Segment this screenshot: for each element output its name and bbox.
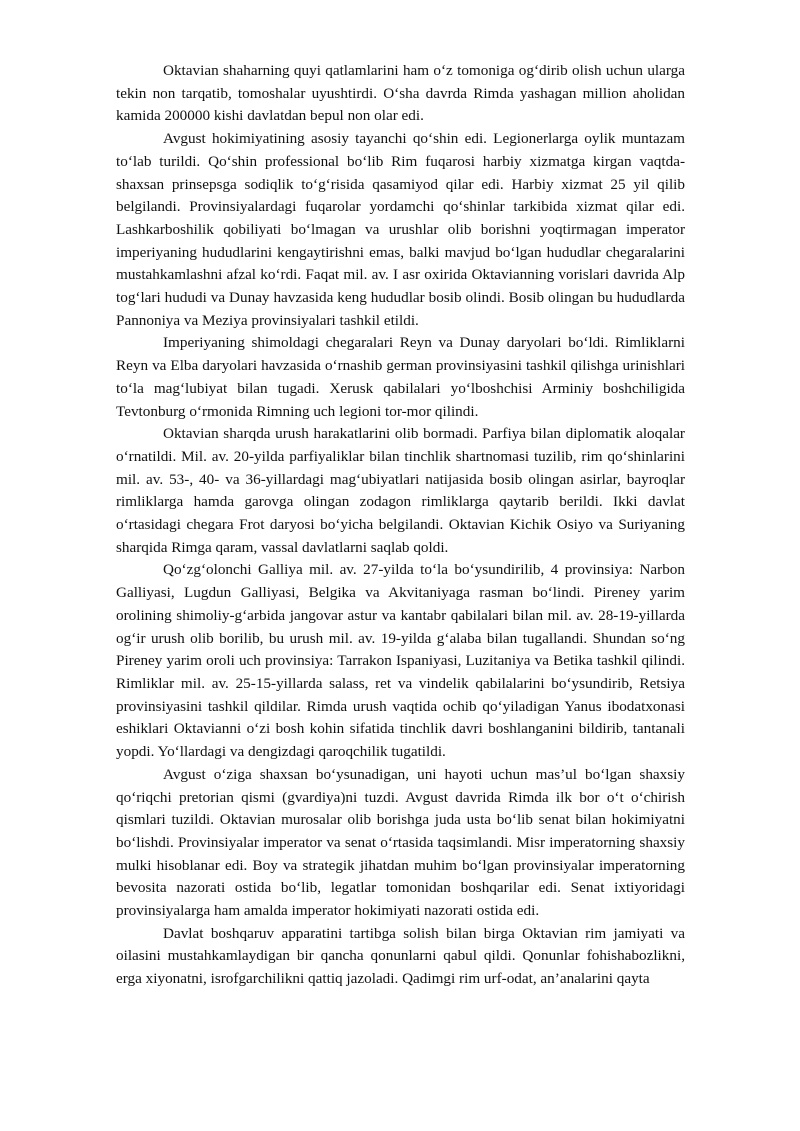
paragraph: Avgust hokimiyatining asosiy tayanchi qo‘shin edi. Legionerlarga oylik muntazam to‘lab turildi. Qo‘shin professional bo‘lib Rim fuqarosi harbiy xizmatga kirgan vaqtda-shaxsan prinsepsga sodiqlik to‘g‘risida qasamiyod qilar edi. Harbiy xizmat 25 yil qilib belgilandi. Provinsiyalardagi fuqarolar yordamchi qo‘shinlar tarkibida xizmat qilar edi. Lashkarboshilik qobiliyati bo‘lmagan va urushlar olib borishni yoqtirmagan imperator imperiyaning hududlarini kengaytirishni emas, balki mavjud bo‘lgan hududlar chegaralarini mustahkamlashni afzal ko‘rdi. Faqat mil. av. I asr oxirida Oktavianning vorislari davrida Alp tog‘lari hududi va Dunay havzasida keng hududlar bosib olindi. Bosib olingan bu hududlarda Pannoniya va Meziya provinsiyalari tashkil etildi. [116,130,685,329]
paragraph: Oktavian shaharning quyi qatlamlarini ham o‘z tomoniga og‘dirib olish uchun ularga tekin non tarqatib, tomoshalar uyushtirdi. O‘sha davrda Rimda yashagan million aholidan kamida 200000 kishi davlatdan bepul non olar edi. [116,62,685,125]
paragraph: Davlat boshqaruv apparatini tartibga solish bilan birga Oktavian rim jamiyati va oilasini mustahkamlaydigan bir qancha qonunlarni qabul qildi. Qonunlar fohishabozlikni, erga xiyonatni, isrofgarchilikni qattiq jazoladi. Qadimgi rim urf-odat, an’analarini qayta [116,924,685,988]
document-page [116,60,685,991]
paragraph: Avgust o‘ziga shaxsan bo‘ysunadigan, uni hayoti uchun mas’ul bo‘lgan shaxsiy qo‘riqchi pretorian qismi (gvardiya)ni tuzdi. Avgust davrida Rimda ilk bor o‘t o‘chirish qismlari tuzildi. Oktavian murosalar olib borishga juda usta bo‘lib senat bilan hokimiyatni bo‘lishdi. Provinsiyalar imperator va senat o‘rtasida taqsimlandi. Misr imperatorning shaxsiy mulki hisoblanar edi. Boy va strategik jihatdan muhim bo‘lgan provinsiyalar imperatorning bevosita nazorati ostida bo‘lib, legatlar tomonidan boshqarilar edi. Senat ixtiyoridagi provinsiyalarga ham amalda imperator hokimiyati nazorati ostida edi. [116,765,685,920]
paragraph: Qo‘zg‘olonchi Galliya mil. av. 27-yilda to‘la bo‘ysundirilib, 4 provinsiya: Narbon Galliyasi, Lugdun Galliyasi, Belgika va Akvitaniyaga rasman bo‘lindi. Pireney yarim orolining shimoliy-g‘arbida jangovar astur va kantabr qabilalari bilan mil. av. 28-19-yillarda og‘ir urush olib borilib, bu urush mil. av. 19-yilda g‘alaba bilan tugallandi. Shundan so‘ng Pireney yarim oroli uch provinsiya: Tarrakon Ispaniyasi, Luzitaniya va Betika tashkil qilindi. Rimliklar mil. av. 25-15-yillarda salass, ret va vindelik qabilalarini bo‘ysundirib, Retsiya provinsiyasini tashkil qildilar. Rimda urush vaqtida ochib qo‘yiladigan Yanus ibodatxonasi eshiklari Oktavianni o‘zi bosh kohin sifatida tinchlik davri boshlanganini bildirib, tantanali yopdi. Yo‘llardagi va dengizdagi qaroqchilik tugatildi. [116,561,685,761]
paragraph: Imperiyaning shimoldagi chegaralari Reyn va Dunay daryolari bo‘ldi. Rimliklarni Reyn va Elba daryolari havzasida o‘rnashib german provinsiyasini tashkil qilishga urinishlari to‘la mag‘lubiyat bilan tugadi. Xerusk qabilalari yo‘lboshchisi Arminiy boshchiligida Tevtonburg o‘rmonida Rimning uch legioni tor-mor qilindi. [116,334,685,420]
paragraph: Oktavian sharqda urush harakatlarini olib bormadi. Parfiya bilan diplomatik aloqalar o‘rnatildi. Mil. av. 20-yilda parfiyaliklar bilan tinchlik shartnomasi tuzilib, rim qo‘shinlarini mil. av. 53-, 40- va 36-yillardagi mag‘ubiyatlari natijasida bosib olingan asirlar, bayroqlar rimliklarga hamda garovga olingan zodagon rimliklarga qaytarib berildi. Ikki davlat o‘rtasidagi chegara Frot daryosi bo‘yicha belgilandi. Oktavian Kichik Osiyo va Suriyaning sharqida Rimga qaram, vassal davlatlarni saqlab qoldi. [116,425,685,556]
